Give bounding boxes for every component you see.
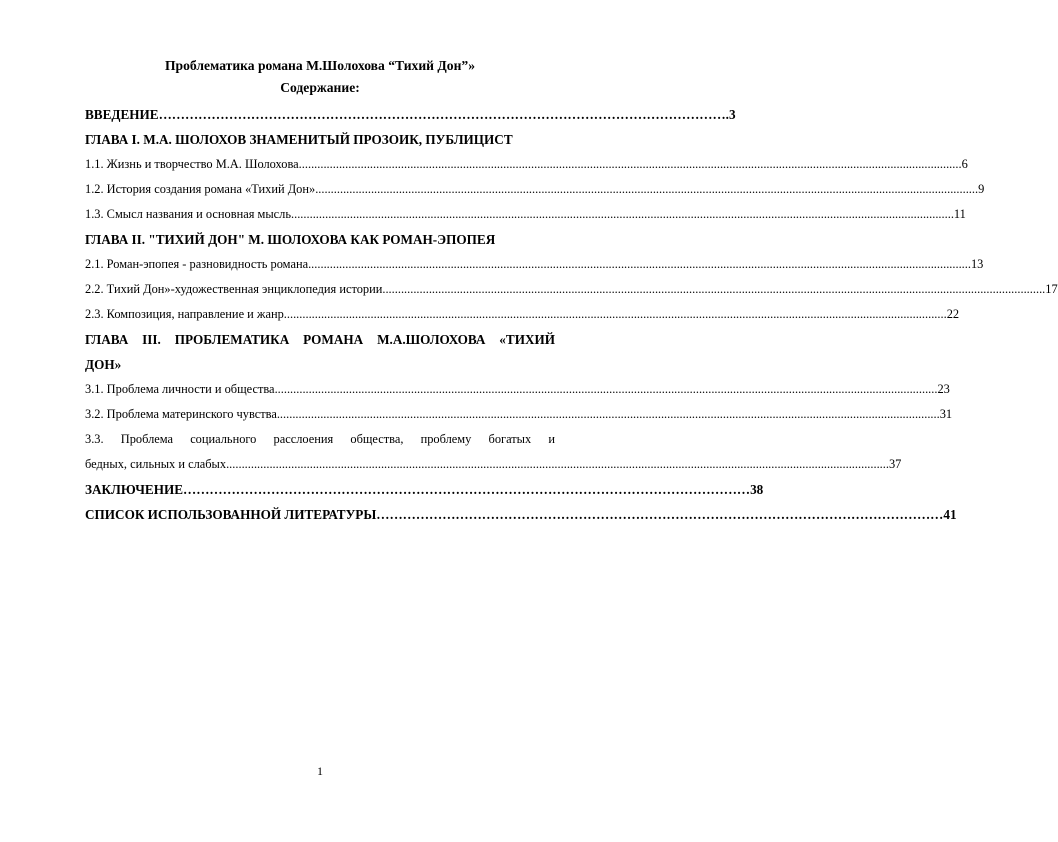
toc-entry-1-2[interactable]: 1.2. История создания романа «Тихий Дон» ..... 9 bbox=[85, 177, 555, 202]
toc-entry-2-3[interactable]: 2.3. Композиция, направление и жанр ..... 22 bbox=[85, 302, 555, 327]
toc-entry-intro[interactable]: ВВЕДЕНИЕ ………………………………………………………………………………………………………………… .3 bbox=[85, 102, 555, 127]
document-page bbox=[85, 0, 1058, 842]
toc-entry-2-1[interactable]: 2.1. Роман-эпопея - разновидность романа ..... 13 bbox=[85, 252, 555, 277]
toc-entry-chapter-3[interactable]: ГЛАВА III. ПРОБЛЕМАТИКА РОМАНА М.А.ШОЛОХОВА «ТИХИЙ ДОН» bbox=[85, 332, 555, 372]
toc-entry-conclusion[interactable]: ЗАКЛЮЧЕНИЕ ………………………………………………………………………………………………………………… 38 bbox=[85, 477, 555, 502]
toc-entry-3-1[interactable]: 3.1. Проблема личности и общества ..... 23 bbox=[85, 377, 555, 402]
toc-entry-3-2[interactable]: 3.2. Проблема материнского чувства ..... 31 bbox=[85, 402, 555, 427]
document-title: Проблематика романа М.Шолохова “Тихий Дон”» bbox=[164, 58, 475, 73]
toc-entry-2-2[interactable]: 2.2. Тихий Дон»-художественная энциклопедия истории ..... 17 bbox=[85, 277, 555, 302]
toc-entry-chapter-1[interactable]: ГЛАВА I. М.А. ШОЛОХОВ ЗНАМЕНИТЫЙ ПРОЗОИК, ПУБЛИЦИСТ bbox=[85, 132, 513, 147]
toc-entry-chapter-2[interactable]: ГЛАВА II. "ТИХИЙ ДОН" М. ШОЛОХОВА КАК РОМАН-ЭПОПЕЯ bbox=[85, 232, 496, 247]
toc-entry-1-1[interactable]: 1.1. Жизнь и творчество М.А. Шолохова ..... 6 bbox=[85, 152, 555, 177]
table-of-contents bbox=[85, 102, 1058, 527]
toc-entry-3-3[interactable]: 3.3. Проблема социального расслоения общества, проблему богатых и бедных, сильных и слабых ..... 37 bbox=[85, 427, 555, 477]
page-number: 1 bbox=[317, 764, 323, 778]
toc-entry-references[interactable]: СПИСОК ИСПОЛЬЗОВАННОЙ ЛИТЕРАТУРЫ ………………………………………………………………………………………………………………… 41 bbox=[85, 502, 543, 527]
toc-heading: Содержание: bbox=[280, 80, 360, 95]
toc-entry-1-3[interactable]: 1.3. Смысл названия и основная мысль ..... 11 bbox=[85, 202, 555, 227]
